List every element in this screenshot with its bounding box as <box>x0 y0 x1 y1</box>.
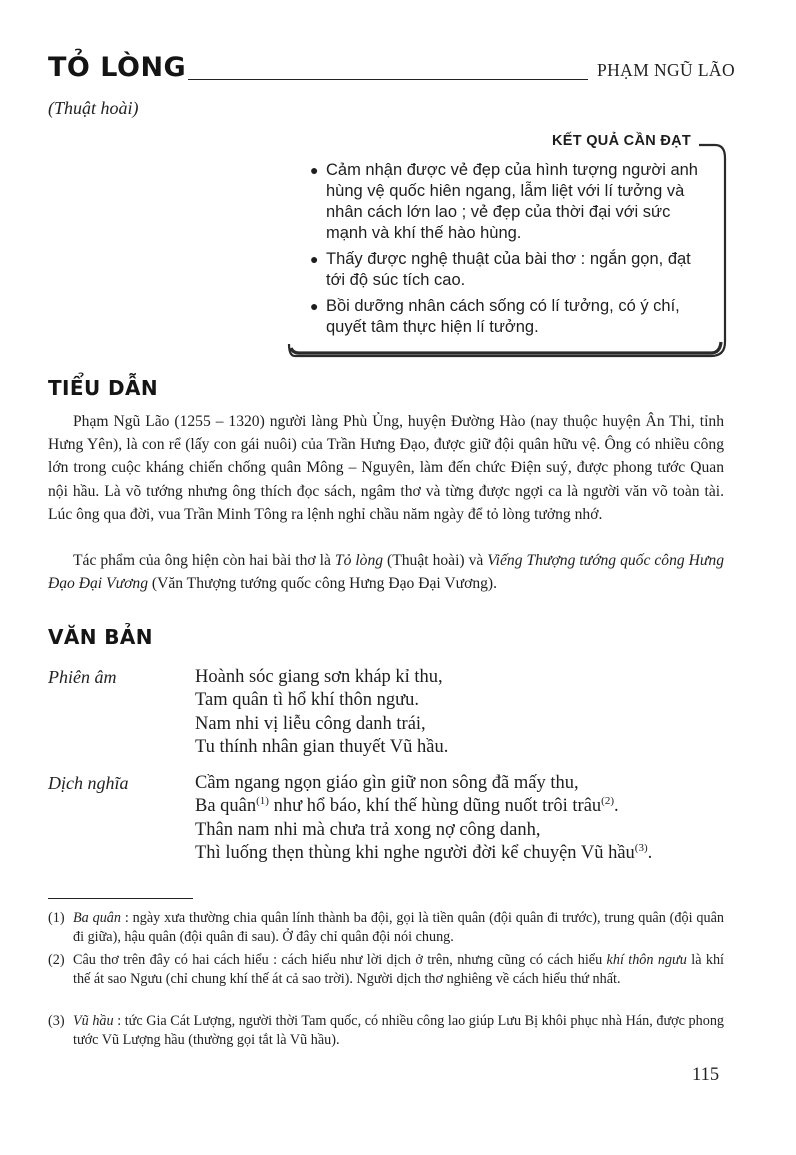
page-number: 115 <box>692 1065 720 1085</box>
author-name: PHẠM NGŨ LÃO <box>597 60 735 80</box>
objectives-list <box>310 160 702 343</box>
title-rule <box>188 79 588 80</box>
poem-line: Hoành sóc giang sơn kháp kỉ thu, <box>195 667 443 687</box>
intro-paragraph-1: Phạm Ngũ Lão (1255 – 1320) người làng Phù Ủng, huyện Đường Hào (nay thuộc huyện Ân Thi, tỉnh Hưng Yên), là con rể (lấy con gái nuôi) của Trần Hưng Đạo, được giữ đội quân hữu vệ. Ông có nhiều công lớn trong cuộc kháng chiến chống quân Mông – Nguyên, làm đến chức Điện suý, được phong tước Quan nội hầu. Là võ tướng nhưng ông thích đọc sách, ngâm thơ và từng được ngợi ca là người văn võ toàn tài. Lúc ông qua đời, vua Trần Minh Tông ra lệnh nghỉ chầu năm ngày để tỏ lòng tưởng nhớ. <box>48 413 724 523</box>
phien-am-poem <box>195 666 735 760</box>
poem-line: Nam nhi vị liễu công danh trái, <box>195 713 426 734</box>
footnote-rule <box>48 898 193 899</box>
dich-nghia-poem <box>195 772 735 866</box>
bullet-icon: ● <box>310 162 319 178</box>
dich-nghia-label: Dịch nghĩa <box>48 773 129 793</box>
objective-item: ● Cảm nhận được vẻ đẹp của hình tượng người anh hùng vệ quốc hiên ngang, lẫm liệt với lí tưởng và nhân cách lớn lao ; vẻ đẹp của thời đại với sức mạnh và khí thế hào hùng. <box>310 161 698 242</box>
footnote-2: (2) Câu thơ trên đây có hai cách hiểu : cách hiểu như lời dịch ở trên, nhưng cũng có cách hiểu khí thôn ngưu là khí thế át sao Ngưu (chỉ chung khí thế át cả sao trời). Người dịch thơ nghiêng về cách hiểu thứ nhất. <box>48 952 724 988</box>
poem-line: Tam quân tì hổ khí thôn ngưu. <box>195 690 420 711</box>
text-heading: VĂN BẢN <box>48 625 153 649</box>
poem-subtitle: (Thuật hoài) <box>48 98 139 118</box>
poem-line: Thân nam nhi mà chưa trả xong nợ công danh, <box>195 819 541 840</box>
poem-line: Ba quân$^{(1)}$ như hổ báo, khí thế hùng dũng nuốt trôi trâu$^{(2)}$. <box>195 795 619 817</box>
bullet-icon: ● <box>310 251 319 267</box>
objectives-title: KẾT QUẢ CẦN ĐẠT <box>552 133 692 149</box>
phien-am-label: Phiên âm <box>48 667 117 687</box>
intro-heading: TIỂU DẪN <box>48 376 158 400</box>
poem-line: Tu thính nhân gian thuyết Vũ hầu. <box>195 737 449 758</box>
objective-item: ● Thấy được nghệ thuật của bài thơ : ngắn gọn, đạt tới độ súc tích cao. <box>310 250 691 289</box>
objective-item: ● Bồi dưỡng nhân cách sống có lí tưởng, có ý chí, quyết tâm thực hiện lí tưởng. <box>310 297 680 336</box>
footnote-3: (3) Vũ hầu : tức Gia Cát Lượng, người thời Tam quốc, có nhiều công lao giúp Lưu Bị khôi phục nhà Hán, được phong tước Vũ Lượng hầu (thường gọi tắt là Vũ hầu). <box>48 1013 725 1049</box>
bullet-icon: ● <box>310 298 319 314</box>
poem-line: Thì luống thẹn thùng khi nghe người đời kể chuyện Vũ hầu$^{(3)}$. <box>195 842 653 864</box>
poem-title: TỎ LÒNG <box>48 52 187 83</box>
intro-paragraph-2: Tác phẩm của ông hiện còn hai bài thơ là Tỏ lòng (Thuật hoài) và Viếng Thượng tướng quốc công Hưng Đạo Đại Vương (Văn Thượng tướng quốc công Hưng Đạo Đại Vương). <box>48 552 725 593</box>
poem-line: Cầm ngang ngọn giáo gìn giữ non sông đã mấy thu, <box>195 773 579 793</box>
footnote-1: (1) Ba quân : ngày xưa thường chia quân lính thành ba đội, gọi là tiền quân (đội quân đi trước), trung quân (đội quân đi giữa), hậu quân (đội quân đi sau). Ở đây chỉ quân đội nói chung. <box>48 910 724 946</box>
